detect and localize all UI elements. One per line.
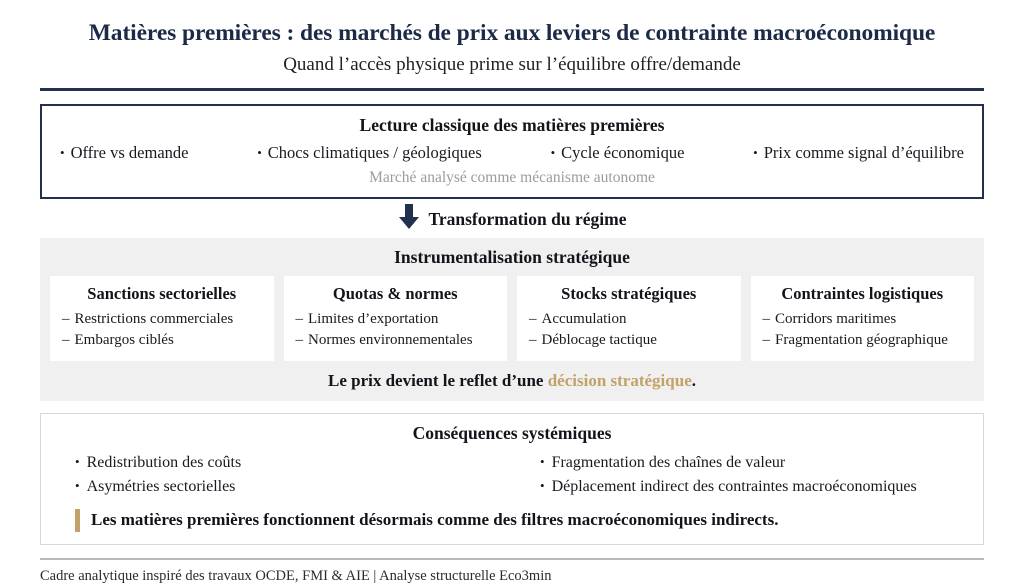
card-line: [62, 309, 262, 330]
strategy-card-sanctions: [50, 276, 274, 362]
list-item-label: Offre vs demande: [70, 142, 189, 162]
card-line: [763, 330, 963, 351]
card-line: [62, 330, 262, 351]
list-item-label: Déplacement indirect des contraintes macroéconomiques: [551, 477, 917, 495]
tagline-suffix: .: [691, 371, 696, 391]
card-title: Stocks stratégiques: [561, 283, 697, 303]
card-line-label: Embargos ciblés: [74, 331, 174, 348]
list-item: [540, 475, 967, 499]
classic-reading-box: [40, 104, 984, 199]
consequences-heading: Conséquences systémiques: [412, 423, 612, 444]
tagline-accent: décision stratégique: [547, 371, 692, 391]
dash-marker-icon: –: [762, 310, 770, 327]
strategy-card-stocks: [517, 276, 741, 362]
card-line: [763, 309, 963, 330]
footer-source-text: Cadre analytique inspiré des travaux OCDE, FMI & AIE | Analyse structurelle Eco3min: [40, 568, 552, 585]
bullet-dot-icon: •: [550, 144, 556, 160]
list-item-label: Chocs climatiques / géologiques: [267, 142, 482, 162]
card-line: [529, 330, 729, 351]
consequences-column-right: [512, 451, 967, 498]
card-title: Quotas & normes: [332, 283, 458, 303]
dash-marker-icon: –: [295, 331, 303, 348]
list-item: [540, 451, 967, 475]
strategy-card-logistics: [751, 276, 975, 362]
strategic-band-heading: Instrumentalisation stratégique: [394, 246, 630, 267]
page-subtitle: Quand l’accès physique prime sur l’équilibre offre/demande: [283, 53, 741, 75]
list-item-label: Fragmentation des chaînes de valeur: [551, 454, 786, 472]
list-item: [257, 143, 482, 163]
header-divider: [40, 88, 984, 91]
list-item-label: Cycle économique: [561, 142, 685, 162]
dash-marker-icon: –: [762, 331, 770, 348]
list-item: [75, 451, 512, 475]
bullet-dot-icon: •: [75, 454, 80, 470]
strategy-card-quotas: [284, 276, 508, 362]
key-takeaway-callout: Les matières premières fonctionnent désormais comme des filtres macroéconomiques indirects.: [75, 509, 967, 531]
bullet-dot-icon: •: [540, 454, 545, 470]
classic-box-heading: Lecture classique des matières premières: [359, 114, 665, 135]
footer-divider: [40, 558, 984, 561]
card-line-label: Corridors maritimes: [775, 310, 897, 327]
list-item: [753, 143, 964, 163]
list-item: [75, 475, 512, 499]
card-title: Contraintes logistiques: [781, 283, 944, 303]
dash-marker-icon: –: [529, 310, 537, 327]
arrow-down-icon: [398, 204, 420, 235]
dash-marker-icon: –: [529, 331, 537, 348]
bullet-dot-icon: •: [257, 144, 262, 160]
page-title: Matières premières : des marchés de prix aux leviers de contrainte macroéconomique: [88, 20, 936, 46]
card-line-label: Normes environnementales: [308, 331, 473, 348]
classic-box-note: Marché analysé comme mécanisme autonome: [369, 168, 655, 186]
card-line-label: Accumulation: [541, 310, 627, 327]
list-item: [551, 143, 685, 163]
list-item-label: Asymétries sectorielles: [86, 477, 236, 495]
transition-label: Transformation du régime: [428, 209, 627, 230]
header: [40, 0, 984, 77]
card-line-label: Fragmentation géographique: [775, 331, 948, 348]
bullet-dot-icon: •: [540, 477, 545, 493]
dash-marker-icon: –: [295, 310, 303, 327]
strategic-tagline: [50, 371, 974, 391]
list-item: [60, 143, 188, 163]
tagline-prefix: Le prix devient le reflet d’une: [328, 371, 548, 391]
card-line: [296, 330, 496, 351]
strategic-band: [40, 238, 984, 402]
consequences-column-left: [57, 451, 512, 498]
dash-marker-icon: –: [62, 331, 70, 348]
card-line-label: Restrictions commerciales: [74, 310, 234, 327]
card-title: Sanctions sectorielles: [87, 283, 237, 303]
strategic-cards: [50, 276, 974, 362]
bullet-dot-icon: •: [60, 144, 65, 160]
list-item-label: Redistribution des coûts: [86, 454, 242, 472]
transition-row: [40, 202, 984, 238]
list-item-label: Prix comme signal d’équilibre: [763, 142, 964, 162]
consequences-box: [40, 413, 984, 544]
card-line: [296, 309, 496, 330]
card-line-label: Déblocage tactique: [541, 331, 657, 348]
card-line: [529, 309, 729, 330]
card-line-label: Limites d’exportation: [308, 310, 439, 327]
bullet-dot-icon: •: [753, 144, 758, 160]
consequences-columns: [57, 451, 967, 498]
bullet-dot-icon: •: [75, 477, 80, 493]
dash-marker-icon: –: [62, 310, 70, 327]
classic-bullet-list: [56, 143, 968, 163]
